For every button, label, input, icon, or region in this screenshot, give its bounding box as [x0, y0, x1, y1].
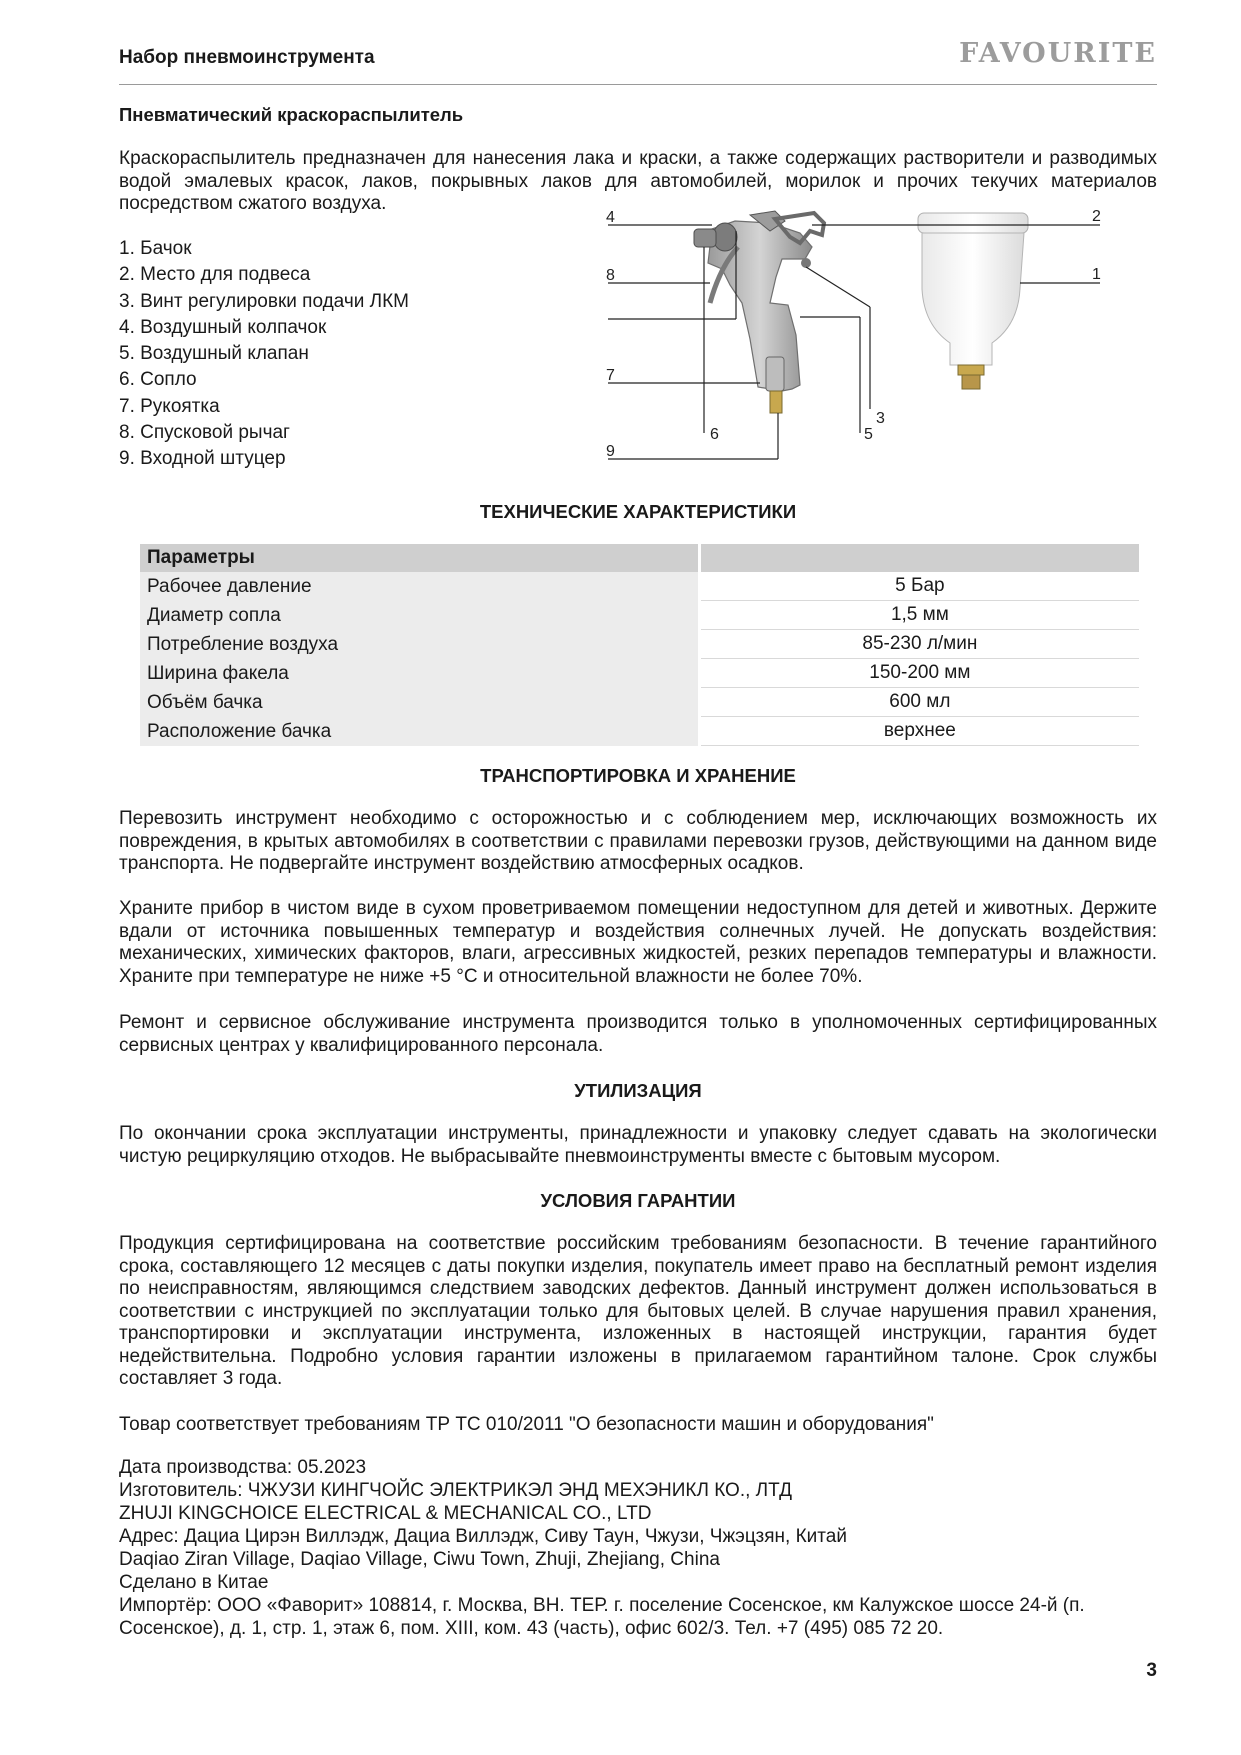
value-cell: 150-200 мм [701, 659, 1139, 688]
param-cell: Рабочее давление [140, 572, 698, 601]
callout-label: 8 [606, 267, 615, 284]
list-item: 8. Спусковой рычаг [119, 422, 290, 444]
made-in: Сделано в Китае [119, 1572, 269, 1593]
warranty-heading: УСЛОВИЯ ГАРАНТИИ [540, 1190, 736, 1211]
param-cell: Расположение бачка [140, 717, 698, 746]
brand-logo: FAVOURITE [959, 38, 1157, 69]
list-item: 7. Рукоятка [119, 395, 220, 417]
page-header [119, 38, 1157, 85]
cup-illustration [918, 213, 1028, 389]
list-item: 1. Бачок [119, 238, 192, 259]
disposal-heading: УТИЛИЗАЦИЯ [574, 1080, 702, 1101]
address-ru: Адрес: Дациа Цирэн Виллэдж, Дациа Виллэдж, Сиву Таун, Чжузи, Чжэцзян, Китай [119, 1526, 847, 1547]
list-item: 5. Воздушный клапан [119, 343, 309, 365]
value-cell: 85-230 л/мин [701, 630, 1139, 659]
table-header-row [140, 544, 1139, 572]
specs-heading: ТЕХНИЧЕСКИЕ ХАРАКТЕРИСТИКИ [479, 501, 797, 522]
section-title: Пневматический краскораспылитель [119, 104, 464, 125]
warranty-paragraph: Продукция сертифицирована на соответствие российским требованиям безопасности. В течение гарантийного срока, составляющего 12 месяцев с даты покупки изделия, покупатель имеет право на бесплатный ремонт изделия по неисправностям, являющимся следствием заводских дефектов. Данный инструмент должен использоваться в соответствии с инструкцией по эксплуатации только для бытовых целей. В случае нарушения правил хранения, транспортировки и эксплуатации инструмента, изложенных в настоящей инструкции, гарантия будет недействительна. Подробно условия гарантии изложены в прилагаемом гарантийном талоне. Срок службы составляет 3 года. [119, 1233, 1157, 1389]
table-row [140, 601, 1139, 630]
param-cell: Потребление воздуха [140, 630, 698, 659]
callout-numbers [606, 208, 1101, 460]
transport-paragraph-1: Перевозить инструмент необходимо с осторожностью и с соблюдением мер, исключающих возможность их повреждения, в крытых автомобилях в соответствии с правилами перевозки грузов, действующими на данном виде транспорта. Не подвергайте инструмент воздействию атмосферных осадков. [119, 808, 1157, 874]
callout-label: 4 [606, 209, 615, 226]
manufacturer-info [119, 1456, 1157, 1640]
table-row [140, 659, 1139, 688]
production-date: Дата производства: 05.2023 [119, 1457, 367, 1478]
param-cell: Ширина факела [140, 659, 698, 688]
list-item: 4. Воздушный колпачок [119, 316, 327, 338]
callout-label: 7 [606, 367, 615, 384]
list-item: 6. Сопло [119, 369, 197, 391]
value-cell: 600 мл [701, 688, 1139, 717]
list-item: 3. Винт регулировки подачи ЛКМ [119, 290, 409, 312]
table-row [140, 630, 1139, 659]
address-en: Daqiao Ziran Village, Daqiao Village, Ciwu Town, Zhuji, Zhejiang, China [119, 1549, 720, 1570]
callout-label: 2 [1092, 208, 1101, 225]
list-item: 2. Место для подвеса [119, 264, 311, 286]
spray-gun-diagram [600, 207, 1110, 467]
table-header-cell [701, 544, 1139, 572]
callout-label: 6 [710, 426, 719, 443]
value-cell: верхнее [701, 717, 1139, 746]
value-cell: 5 Бар [701, 572, 1139, 601]
callout-label: 5 [864, 426, 873, 443]
manufacturer-ru: Изготовитель: ЧЖУЗИ КИНГЧОЙС ЭЛЕКТРИКЭЛ ЭНД МЕХЭНИКЛ КО., ЛТД [119, 1480, 792, 1501]
compliance-paragraph: Товар соответствует требованиям ТР ТС 010/2011 "О безопасности машин и оборудования" [119, 1414, 934, 1435]
callout-label: 1 [1092, 266, 1101, 283]
list-item: 9. Входной штуцер [119, 448, 286, 470]
importer: Импортёр: ООО «Фаворит» 108814, г. Москва, ВН. ТЕР. г. поселение Сосенское, км Калужское шоссе 24-й (п. Сосенское), д. 1, стр. 1, этаж 6, пом. XIII, ком. 43 (часть), офис 602/3. Тел. +7 (495) 085 72 20. [119, 1595, 1085, 1639]
transport-heading: ТРАНСПОРТИРОВКА И ХРАНЕНИЕ [480, 765, 796, 786]
table-row [140, 572, 1139, 601]
disposal-paragraph: По окончании срока эксплуатации инструменты, принадлежности и упаковку следует сдавать на экологически чистую рециркуляцию отходов. Не выбрасывайте пневмоинструменты вместе с бытовым мусором. [119, 1123, 1157, 1167]
callout-label: 3 [876, 410, 885, 427]
transport-paragraph-2: Храните прибор в чистом виде в сухом проветриваемом помещении недоступном для детей и животных. Держите вдали от источника повышенных температур и воздействия солнечных лучей. Не допускать воздействия: механических, химических факторов, влаги, агрессивных жидкостей, резких перепадов температуры и влажности. Храните при температуре не ниже +5 °С и относительной влажности не более 70%. [119, 898, 1157, 987]
value-cell: 1,5 мм [701, 601, 1139, 630]
intro-paragraph: Краскораспылитель предназначен для нанесения лака и краски, а также содержащих растворители и разводимых водой эмалевых красок, лаков, покрывных лаков для автомобилей, морилок и прочих текучих материалов посредством сжатого воздуха. [119, 148, 1157, 214]
specs-table [137, 544, 1142, 746]
param-cell: Объём бачка [140, 688, 698, 717]
parts-list [119, 236, 409, 473]
service-paragraph: Ремонт и сервисное обслуживание инструмента производится только в уполномоченных сертифицированных сервисных центрах у квалифицированного персонала. [119, 1012, 1157, 1056]
param-cell: Диаметр сопла [140, 601, 698, 630]
table-row [140, 688, 1139, 717]
document-title: Набор пневмоинструмента [119, 47, 375, 68]
callout-lines [608, 225, 1100, 459]
callout-label: 9 [606, 443, 615, 460]
manufacturer-en: ZHUJI KINGCHOICE ELECTRICAL & MECHANICAL CO., LTD [119, 1503, 652, 1524]
table-row [140, 717, 1139, 746]
table-header-cell: Параметры [140, 544, 698, 572]
page-number: 3 [1146, 1660, 1157, 1681]
